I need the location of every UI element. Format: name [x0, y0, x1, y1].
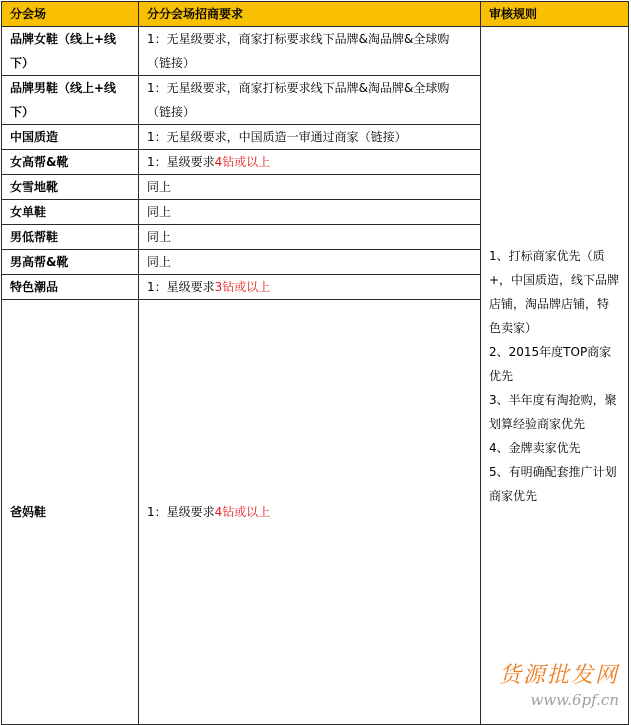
requirement-highlight: 3钻或以上	[214, 280, 271, 294]
venue-cell: 爸妈鞋	[2, 300, 139, 725]
requirement-text: 同上	[147, 230, 172, 244]
watermark-url: www.6pf.cn	[530, 691, 619, 709]
requirement-text: 同上	[147, 255, 172, 269]
venue-cell: 女单鞋	[2, 200, 139, 225]
requirement-cell	[139, 76, 481, 125]
requirement-cell	[139, 200, 481, 225]
requirement-text: 1：无星级要求，商家打标要求线下品牌&淘品牌&全球购（链接）	[147, 32, 450, 70]
requirement-text: 1：星级要求	[147, 280, 215, 294]
requirement-cell	[139, 275, 481, 300]
requirement-text: 同上	[147, 180, 172, 194]
requirement-cell	[139, 150, 481, 175]
requirement-text: 同上	[147, 205, 172, 219]
watermark-title: 货源批发网	[498, 663, 619, 688]
requirement-highlight: 4钻或以上	[214, 505, 271, 519]
venue-cell: 男低帮鞋	[2, 225, 139, 250]
requirement-cell	[139, 300, 481, 725]
requirement-text: 1：无星级要求，中国质造一审通过商家（链接）	[147, 130, 407, 144]
requirement-text: 1：星级要求	[147, 155, 215, 169]
header-review-rules: 审核规则	[481, 2, 629, 27]
requirement-highlight: 4钻或以上	[214, 155, 271, 169]
requirements-table	[1, 1, 629, 725]
header-row	[2, 2, 629, 27]
requirement-cell	[139, 250, 481, 275]
requirement-cell	[139, 27, 481, 76]
review-rule-2: 2、2015年度TOP商家优先	[489, 344, 612, 383]
requirement-cell	[139, 175, 481, 200]
header-venue: 分会场	[2, 2, 139, 27]
review-rule-3: 3、半年度有淘抢购，聚划算经验商家优先	[489, 392, 617, 431]
venue-cell: 品牌男鞋（线上+线下）	[2, 76, 139, 125]
watermark	[499, 658, 619, 709]
header-requirements: 分分会场招商要求	[139, 2, 481, 27]
venue-cell: 特色潮品	[2, 275, 139, 300]
requirement-text: 1：无星级要求，商家打标要求线下品牌&淘品牌&全球购（链接）	[147, 81, 450, 119]
venue-cell: 中国质造	[2, 125, 139, 150]
review-rule-4: 4、金牌卖家优先	[489, 440, 581, 455]
review-rule-5: 5、有明确配套推广计划商家优先	[489, 464, 617, 503]
venue-cell: 男高帮&靴	[2, 250, 139, 275]
table-row	[2, 27, 629, 76]
venue-cell: 女高帮&靴	[2, 150, 139, 175]
review-rules-cell	[481, 27, 629, 725]
review-rule-1: 1、打标商家优先（质+，中国质造，线下品牌店铺，淘品牌店铺，特色卖家）	[489, 248, 620, 335]
venue-cell: 女雪地靴	[2, 175, 139, 200]
requirement-cell	[139, 125, 481, 150]
requirement-text: 1：星级要求	[147, 505, 215, 519]
requirement-cell	[139, 225, 481, 250]
venue-cell: 品牌女鞋（线上+线下）	[2, 27, 139, 76]
